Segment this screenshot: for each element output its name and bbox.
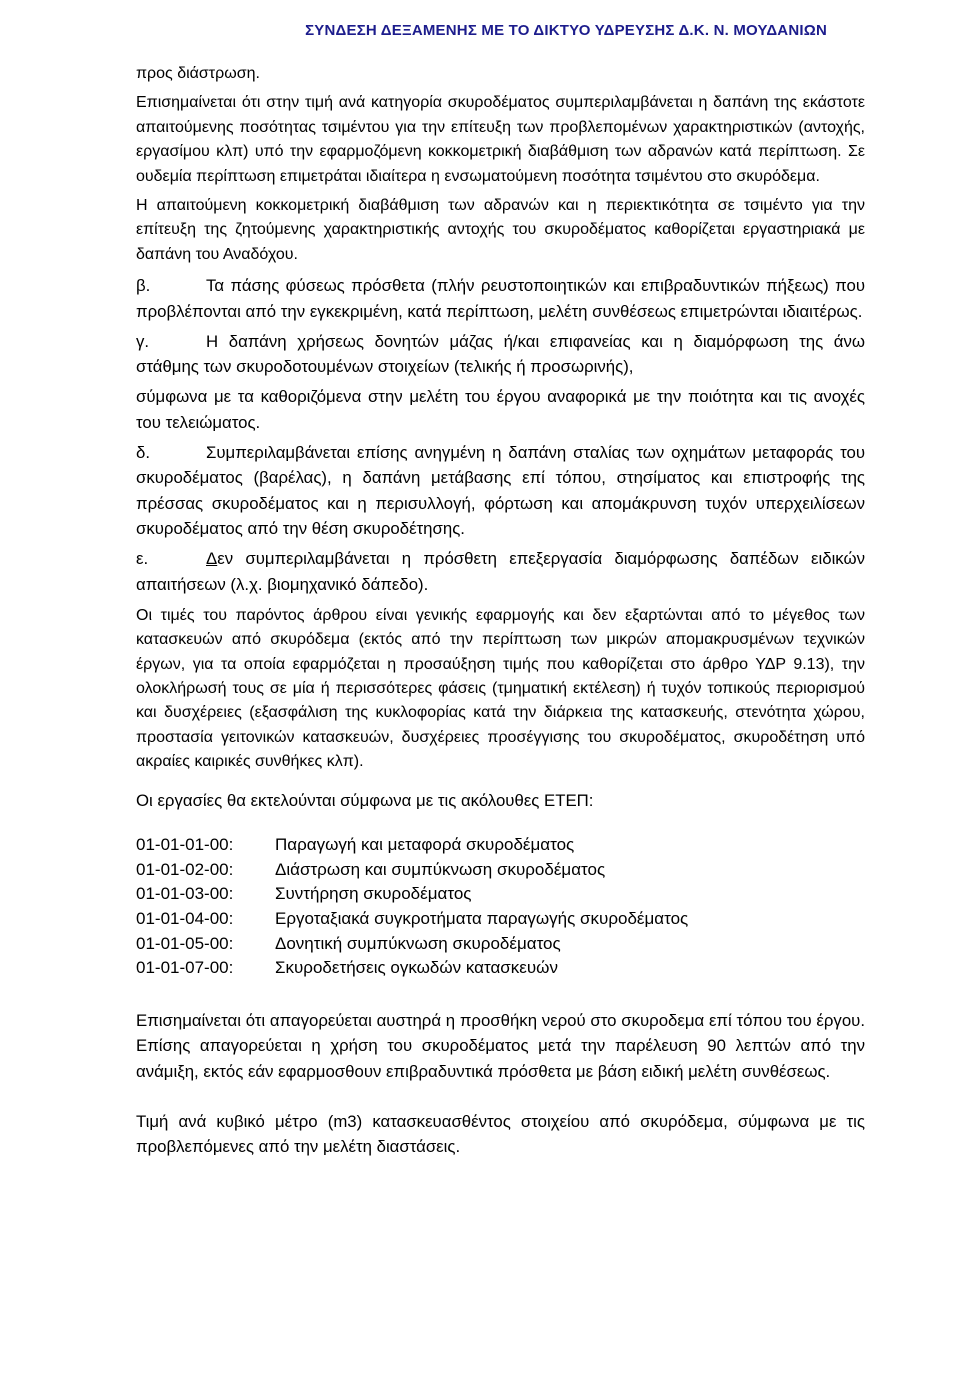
etep-row (136, 907, 865, 932)
unit-price-paragraph: Τιμή ανά κυβικό μέτρο (m3) κατασκευασθέντος στοιχείου από σκυρόδεμα, σύμφωνα με τις προβλεπόμενες από την μελέτη διαστάσεις. (136, 1112, 865, 1157)
etep-desc: Δονητική συμπύκνωση σκυροδέματος (275, 933, 561, 953)
etep-code: 01-01-05-00: (136, 933, 234, 953)
item-gamma-text: Η δαπάνη χρήσεως δονητών μάζας ή/και επιφανείας και η διαμόρφωση της άνω στάθμης των σκυροδοτουμένων στοιχείων (τελικής ή προσωρινής), (136, 331, 865, 377)
etep-row (136, 858, 865, 883)
etep-code: 01-01-04-00: (136, 909, 234, 929)
etep-code: 01-01-07-00: (136, 958, 234, 978)
item-epsilon-underlined-letter: Δ (206, 549, 218, 569)
etep-code: 01-01-02-00: (136, 859, 234, 879)
item-beta-text: Τα πάσης φύσεως πρόσθετα (πλήν ρευστοποιητικών και επιβραδυντικών πήξεως) που προβλέπονται από την εγκεκριμένη, κατά περίπτωση, μελέτη συνθέσεως επιμετρώνται ιδιαιτέρως. (136, 276, 865, 321)
etep-row (136, 833, 865, 858)
item-gamma-marker: γ. (136, 331, 150, 351)
item-beta (136, 273, 865, 324)
etep-list (136, 833, 865, 981)
general-prices-paragraph: Οι τιμές του παρόντος άρθρου είναι γενικής εφαρμογής και δεν εξαρτώνται από το μέγεθος των κατασκευών από σκυρόδεμα (εκτός από την περίπτωση των μικρών απομακρυσμένων τεχνικών έργων, για τα οποία εφαρμόζεται η προσαύξηση τιμής που καθορίζεται στο άρθρο ΥΔΡ 9.13), την ολοκλήρωσή τους σε μία ή περισσότερες φάσεις (τμηματική εκτέλεση) ή τυχόν τοπικούς περιορισμού και δυσχέρειες (εξασφάλιση της κυκλοφορίας κατά την διάρκεια της κατασκευής, στενότητα χώρου, προστασία γειτονικών κατασκευών, δυσχέρειες προσέγγισης του σκυροδέματος, σκυροδέτηση υπό ακραίες καιρικές συνθήκες κλπ). (136, 606, 865, 771)
etep-code: 01-01-03-00: (136, 884, 234, 904)
etep-desc: Παραγωγή και μεταφορά σκυροδέματος (275, 834, 575, 854)
item-beta-marker: β. (136, 276, 151, 296)
continued-text: προς διάστρωση. (136, 65, 260, 82)
document-body (136, 62, 865, 1160)
item-epsilon (136, 546, 865, 597)
etep-desc: Εργοταξιακά συγκροτήματα παραγωγής σκυροδέματος (275, 909, 689, 929)
etep-intro: Οι εργασίες θα εκτελούνται σύμφωνα με τις ακόλουθες ΕΤΕΠ: (136, 790, 594, 810)
etep-desc: Διάστρωση και συμπύκνωση σκυροδέματος (275, 859, 606, 879)
item-epsilon-text: εν συμπεριλαμβάνεται η πρόσθετη επεξεργασία διαμόρφωσης δαπέδων ειδικών απαιτήσεων (λ.χ. βιομηχανικό δάπεδο). (136, 549, 865, 594)
page-header: ΣΥΝΔΕΣΗ ΔΕΞΑΜΕΝΗΣ ΜΕ ΤΟ ΔΙΚΤΥΟ ΥΔΡΕΥΣΗΣ Δ.Κ. Ν. ΜΟΥΔΑΝΙΩΝ (305, 22, 827, 39)
grading-paragraph: Η απαιτούμενη κοκκομετρική διαβάθμιση των αδρανών και η περιεκτικότητα σε τσιμέντο για την επίτευξη της ζητούμενης χαρακτηριστικής αντοχής του σκυροδέματος καθορίζεται εργαστηριακά με δαπάνη του Αναδόχου. (136, 197, 865, 263)
item-delta-marker: δ. (136, 443, 151, 463)
etep-row (136, 932, 865, 957)
item-gamma-continuation: σύμφωνα με τα καθοριζόμενα στην μελέτη του έργου αναφορικά με την ποιότητα και τις ανοχές του τελειώματος. (136, 387, 865, 432)
item-epsilon-marker: ε. (136, 549, 149, 569)
etep-row (136, 956, 865, 981)
etep-desc: Συντήρηση σκυροδέματος (275, 884, 472, 904)
item-gamma (136, 329, 865, 380)
cement-note-paragraph: Επισημαίνεται ότι στην τιμή ανά κατηγορία σκυροδέματος συμπεριλαμβάνεται η δαπάνη της εκάστοτε απαιτούμενης ποσότητας τσιμέντου για την επίτευξη των προβλεπομένων χαρακτηριστικών (αντοχής, εργασίμου κλπ) υπό την εφαρμοζόμενη κοκκομετρική διαβάθμιση των αδρανών κατά περίπτωση. Σε ουδεμία περίπτωση επιμετράται ιδιαίτερα η ενσωματούμενη ποσότητα τσιμέντου στο σκυρόδεμα. (136, 94, 865, 185)
etep-code: 01-01-01-00: (136, 834, 234, 854)
etep-row (136, 882, 865, 907)
item-delta (136, 440, 865, 541)
etep-desc: Σκυροδετήσεις ογκωδών κατασκευών (275, 958, 558, 978)
water-prohibition-paragraph: Επισημαίνεται ότι απαγορεύεται αυστηρά η προσθήκη νερού στο σκυροδεμα επί τόπου του έργου. Επίσης απαγορεύεται η χρήση του σκυροδέματος μετά την παρέλευση 90 λεπτών από την ανάμιξη, εκτός εάν εφαρμοσθουν επιβραδυντικά πρόσθετα με βάση ειδική μελέτη συνθέσεως. (136, 1011, 865, 1081)
item-delta-text: Συμπεριλαμβάνεται επίσης ανηγμένη η δαπάνη σταλίας των οχημάτων μεταφοράς του σκυροδέματος (βαρέλας), η δαπάνη μετάβασης επί τόπου, στησίματος και επιστροφής της πρέσσας σκυροδέματος και η περισυλλογή, φόρτωση και απομάκρυνση τυχόν υπερχειλίσεων σκυροδέματος από την θέση σκυροδέτησης. (136, 443, 865, 538)
